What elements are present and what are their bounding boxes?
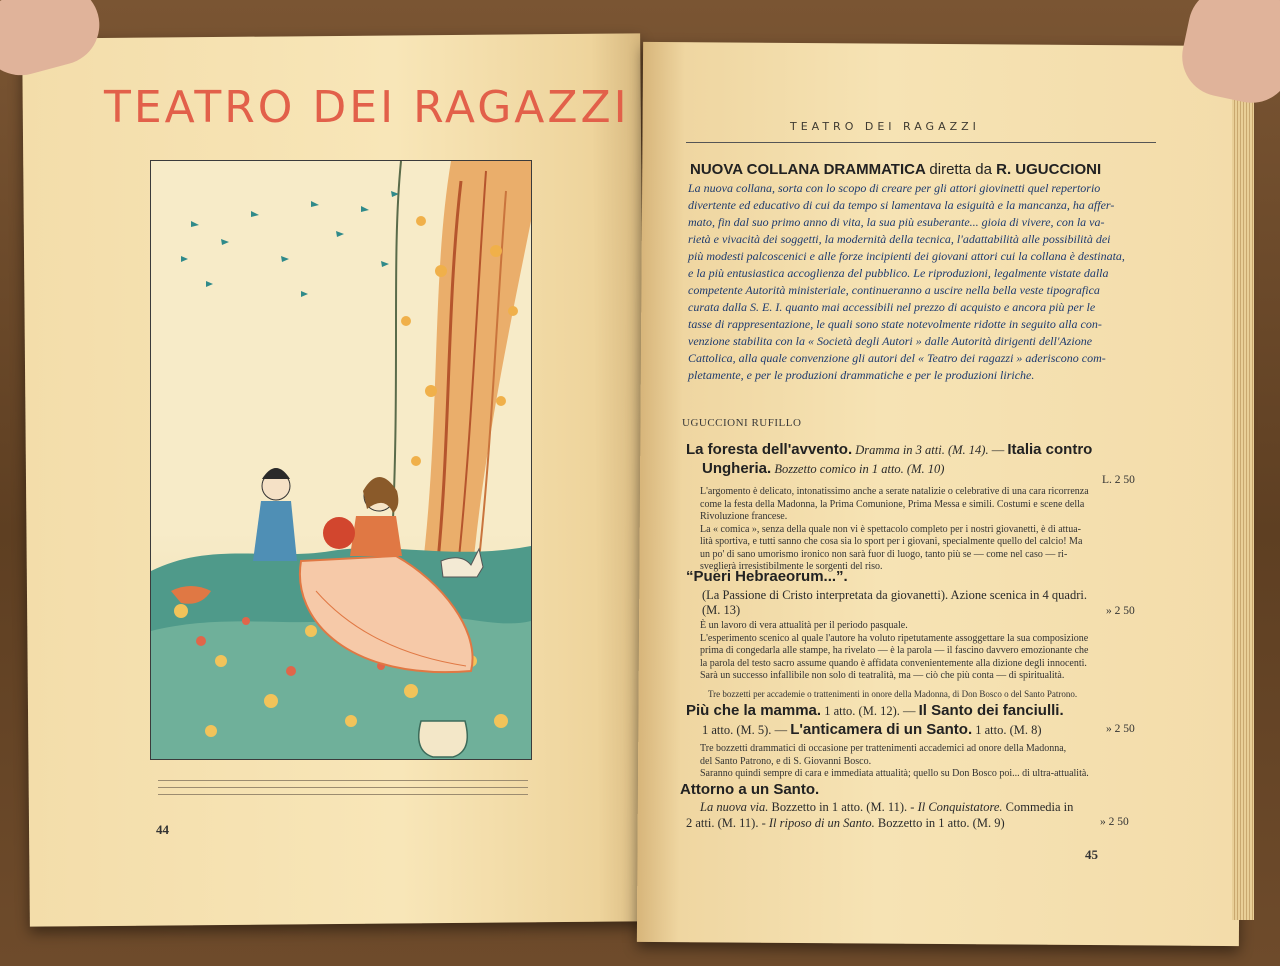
entry-3-desc-b: 1 atto. (M. 5). [702,723,772,737]
page-number-left: 44 [156,822,169,837]
entry-4-desc-b: Commedia in [1005,800,1074,814]
running-head: TEATRO DEI RAGAZZI [790,120,980,133]
entry-2-desc-2: (M. 13) [702,603,741,617]
entry-3-dash-2: — [774,723,788,737]
note-line: Rivoluzione francese. [700,511,788,522]
intro-line: competente Autorità ministeriale, continueranno a uscire nella bella veste tipografica [688,283,1100,297]
decorative-rules [158,780,528,804]
entry-3-title-c: L'anticamera di un Santo. [790,721,973,738]
entry-4-line-2 [686,816,1005,831]
note-line: del Santo Patrono, e di S. Giovanni Bosco. [700,755,872,767]
intro-line: tasse di rappresentazione, le quali sono state notevolmente ridotte in seguito alla con- [688,317,1102,331]
note-line: come la festa della Madonna, la Prima Comunione, Prima Messa e simili. Costumi e scene della [700,498,1085,510]
intro-line: Cattolica, alla quale convenzione gli autori del « Teatro dei ragazzi » aderiscono com- [688,351,1106,365]
entry-4-work-c: Il riposo di un Santo. [768,816,875,830]
entry-1-dash: — [991,443,1005,457]
entry-4-desc-c: 2 atti. (M. 11). - [686,816,766,830]
entry-2-title: “Pueri Hebraeorum...”. [686,568,848,585]
entry-1-notes [700,486,1178,574]
intro-line: più modesti palcoscenici e alle forze incipienti dei giovani attori cui la collana è destinata, [688,249,1125,263]
entry-3-title-a: Più che la mamma. [686,702,822,719]
series-title [690,161,1101,178]
entry-4-work-b: Il Conquistatore. [917,800,1003,814]
entry-2-notes [700,620,1178,683]
entry-1-price: L. 2 50 [1102,474,1135,486]
note-line: La « comica », senza della quale non vi è spettacolo completo per i nostri giovanetti, è di attua- [700,523,1081,535]
author-heading: UGUCCIONI RUFILLO [682,417,802,429]
entry-1-title-b2: Ungheria. [702,460,772,477]
note-line: lità sportiva, e tutti sanno che cosa sia lo sport per i giovani, specialmente quello del calcio! Ma [700,536,1083,547]
entry-3-line-2 [702,721,1042,738]
entry-1-title-b: Italia contro [1007,441,1093,458]
entry-3-notes [700,743,1178,781]
entry-4-desc-a: Bozzetto in 1 atto. (M. 11). - [771,800,915,814]
intro-line: curata dalla S. E. I. quanto mai accessibili nel prezzo di acquisto e ancora più per le [688,300,1096,314]
note-line: Sarà un successo infallibile non solo di teatralità, ma — ciò che più conta — di spiritualità. [700,670,1065,681]
entry-2-footnote: Tre bozzetti per accademie o trattenimenti in onore della Madonna, di Don Bosco o del Santo Patrono. [708,689,1078,699]
intro-line: pletamente, e per le produzioni drammatiche e per le produzioni liriche. [688,368,1035,382]
entry-4-work-a: La nuova via. [700,800,769,814]
entry-2-desc-1: (La Passione di Cristo interpretata da giovanetti). Azione scenica in 4 quadri. [702,588,1087,602]
note-line: Saranno quindi sempre di cara e immediata attualità; quello su Don Bosco poi... di ultra-attualità. [700,768,1089,779]
series-director: R. UGUCCIONI [996,161,1102,178]
page-title: TEATRO DEI RAGAZZI [104,82,630,133]
entry-2-price: » 2 50 [1106,605,1135,617]
entry-1-desc-a: Dramma in 3 atti. (M. 14). [855,443,989,457]
note-line: L'esperimento scenico al quale l'autore ha voluto ripetutamente assoggettare la sua composizione [700,632,1089,644]
note-line: sveglierà irresistibilmente le sorgenti del riso. [700,561,883,572]
entry-3-desc-a: 1 atto. (M. 12). [824,704,900,718]
note-line: un po' di sano umorismo ironico non sarà fuor di luogo, tanto più se — come nel caso — ri- [700,548,1068,560]
series-name: NUOVA COLLANA DRAMMATICA [690,161,926,178]
intro-line: La nuova collana, sorta con lo scopo di creare per gli attori giovinetti quel repertorio [688,181,1101,195]
entry-4-desc-d: Bozzetto in 1 atto. (M. 9) [877,816,1005,830]
note-line: L'argomento è delicato, intonatissimo anche a serate natalizie o celebrative di una cara ricorrenza [700,486,1089,497]
illustration-children-in-garden [150,160,532,760]
series-director-prefix: diretta da [929,161,992,178]
note-line: la parola del testo sacro assume quando è affidata convenientemente alla dizione degli innocenti. [700,657,1087,669]
intro-line: divertente ed educativo di cui da tempo si lamentava la esiguità e la mancanza, ha affer- [688,198,1115,212]
entry-1-desc-b: Bozzetto comico in 1 atto. (M. 10) [774,462,945,476]
entry-4-title: Attorno a un Santo. [680,781,820,798]
page-edges [1232,60,1254,920]
entry-1-line-1 [686,441,1092,458]
entry-3-dash: — [903,704,916,718]
intro-line: rietà e vivacità dei soggetti, la modernità della tecnica, l'adattabilità alle possibilità dei [688,232,1111,246]
entry-1-line-2 [702,460,944,477]
note-line: prima di congedarla alle stampe, ha rivelato — è la parola — il fascino davvero emozionante che [700,645,1089,656]
note-line: È un lavoro di vera attualità per il periodo pasquale. [700,620,908,631]
page-number-right: 45 [1085,847,1098,862]
entry-3-price: » 2 50 [1106,723,1135,735]
intro-line: mato, fin dal suo primo anno di vita, la sua più esuberante... gioia di vivere, con la va- [688,215,1105,229]
entry-3-line-1 [686,702,1064,719]
entry-3-title-b: Il Santo dei fanciulli. [918,702,1064,719]
entry-4-line-1 [700,800,1073,815]
entry-1-title-a: La foresta dell'avvento. [686,441,853,458]
entry-4-price: » 2 50 [1100,816,1129,828]
intro-line: e la più entusiastica accoglienza del pubblico. Le riproduzioni, legalmente vistate dalla [688,266,1109,280]
note-line: Tre bozzetti drammatici di occasione per trattenimenti accademici ad onore della Madonna, [700,743,1067,754]
header-rule [686,142,1156,143]
intro-line: venzione stabilita con la « Società degli Autori » dalle Autorità dirigenti dell'Azione [688,334,1093,348]
intro-paragraph [688,180,1160,384]
entry-3-desc-c: 1 atto. (M. 8) [975,723,1042,737]
